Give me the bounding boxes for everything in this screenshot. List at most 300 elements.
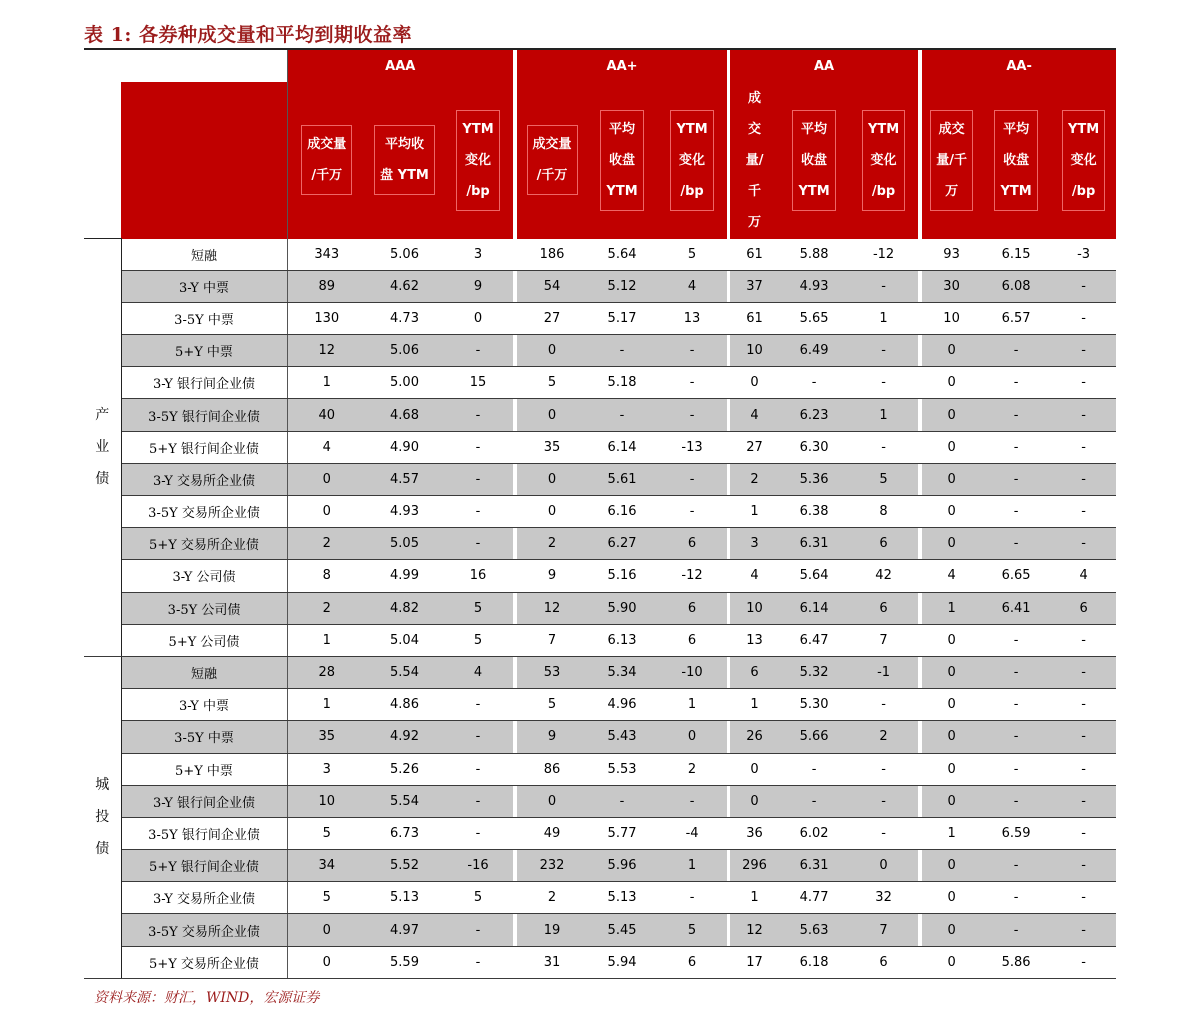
- table-cell: 5.64: [587, 239, 657, 271]
- table-cell: 6: [730, 656, 779, 688]
- table-row: [84, 721, 1116, 753]
- table-cell: 6: [849, 946, 918, 978]
- table-row: [84, 946, 1116, 978]
- table-cell: 6.38: [779, 496, 849, 528]
- table-cell: 0: [922, 335, 981, 367]
- table-cell: 5.86: [981, 946, 1051, 978]
- table-cell: 0: [287, 496, 366, 528]
- table-cell: 5.54: [366, 656, 443, 688]
- table-cell: -: [1051, 463, 1116, 495]
- table-cell: 42: [849, 560, 918, 592]
- table-cell: -: [849, 817, 918, 849]
- table-row: [84, 817, 1116, 849]
- table-cell: -: [981, 850, 1051, 882]
- table-cell: 5.12: [587, 270, 657, 302]
- table-row: [84, 689, 1116, 721]
- table-cell: 10: [287, 785, 366, 817]
- table-cell: 10: [730, 592, 779, 624]
- table-cell: 6.49: [779, 335, 849, 367]
- table-cell: -: [981, 914, 1051, 946]
- table-cell: -: [657, 882, 727, 914]
- table-cell: 1: [922, 592, 981, 624]
- col-header-volume: 成交量 /千万: [517, 82, 587, 239]
- table-cell: 9: [443, 270, 513, 302]
- table-cell: 0: [922, 850, 981, 882]
- table-cell: 6.08: [981, 270, 1051, 302]
- bond-volume-ytm-table: [84, 50, 1116, 979]
- table-cell: 5: [443, 592, 513, 624]
- table-cell: 0: [922, 431, 981, 463]
- table-cell: 4.92: [366, 721, 443, 753]
- table-cell: 5: [517, 689, 587, 721]
- table-cell: 0: [517, 463, 587, 495]
- table-cell: 0: [730, 753, 779, 785]
- table-cell: 0: [517, 399, 587, 431]
- table-cell: 5.06: [366, 239, 443, 271]
- table-row: [84, 335, 1116, 367]
- table-cell: 6.65: [981, 560, 1051, 592]
- table-cell: -13: [657, 431, 727, 463]
- table-cell: -: [849, 431, 918, 463]
- table-cell: 3: [443, 239, 513, 271]
- table-cell: -: [981, 367, 1051, 399]
- table-cell: 6: [849, 592, 918, 624]
- table-cell: 4.97: [366, 914, 443, 946]
- table-cell: 6.73: [366, 817, 443, 849]
- row-label: 5+Y 中票: [121, 335, 287, 367]
- table-cell: 6.23: [779, 399, 849, 431]
- table-cell: 6.59: [981, 817, 1051, 849]
- table-cell: -: [443, 817, 513, 849]
- col-header-ytm: 平均 收盘 YTM: [981, 82, 1051, 239]
- table-row: [84, 656, 1116, 688]
- table-cell: -: [1051, 496, 1116, 528]
- table-cell: 32: [849, 882, 918, 914]
- table-cell: -: [587, 785, 657, 817]
- category-urban-bonds: 城投债: [84, 656, 121, 978]
- table-cell: -: [1051, 528, 1116, 560]
- row-label: 3-Y 银行间企业债: [121, 785, 287, 817]
- table-cell: 9: [517, 560, 587, 592]
- header-label-blank: [121, 82, 287, 239]
- table-cell: 2: [517, 528, 587, 560]
- table-cell: -: [443, 431, 513, 463]
- table-cell: 6: [1051, 592, 1116, 624]
- table-cell: 30: [922, 270, 981, 302]
- table-cell: 5.05: [366, 528, 443, 560]
- table-cell: 37: [730, 270, 779, 302]
- table-cell: 3: [730, 528, 779, 560]
- col-header-ytm: 平均 收盘 YTM: [779, 82, 849, 239]
- table-cell: -: [981, 431, 1051, 463]
- table-cell: 2: [730, 463, 779, 495]
- table-cell: -: [981, 335, 1051, 367]
- table-cell: -: [849, 785, 918, 817]
- table-row: [84, 560, 1116, 592]
- table-cell: 5.32: [779, 656, 849, 688]
- table-cell: 2: [287, 592, 366, 624]
- table-cell: 10: [730, 335, 779, 367]
- table-cell: 5.64: [779, 560, 849, 592]
- table-cell: -: [1051, 721, 1116, 753]
- table-cell: 5.30: [779, 689, 849, 721]
- table-cell: 1: [657, 850, 727, 882]
- table-cell: -: [981, 753, 1051, 785]
- row-label: 3-5Y 中票: [121, 302, 287, 334]
- table-cell: 49: [517, 817, 587, 849]
- table-cell: 0: [287, 946, 366, 978]
- table-cell: -: [1051, 753, 1116, 785]
- table-cell: 5.17: [587, 302, 657, 334]
- table-cell: -12: [849, 239, 918, 271]
- table-cell: 5.36: [779, 463, 849, 495]
- col-header-change: YTM 变化 /bp: [657, 82, 727, 239]
- table-cell: 6.02: [779, 817, 849, 849]
- header-corner-cat: [84, 82, 121, 239]
- table-cell: 5.43: [587, 721, 657, 753]
- table-cell: 17: [730, 946, 779, 978]
- row-label: 5+Y 中票: [121, 753, 287, 785]
- table-row: [84, 592, 1116, 624]
- table-cell: 4: [730, 399, 779, 431]
- table-cell: -: [657, 399, 727, 431]
- table-cell: 6.57: [981, 302, 1051, 334]
- table-cell: 5.77: [587, 817, 657, 849]
- table-cell: -: [1051, 335, 1116, 367]
- table-cell: 5: [287, 882, 366, 914]
- table-cell: 0: [657, 721, 727, 753]
- row-label: 5+Y 银行间企业债: [121, 431, 287, 463]
- table-cell: 186: [517, 239, 587, 271]
- table-row: [84, 367, 1116, 399]
- table-cell: 0: [287, 463, 366, 495]
- table-cell: 4.99: [366, 560, 443, 592]
- table-cell: 35: [517, 431, 587, 463]
- table-cell: 0: [730, 785, 779, 817]
- table-cell: 5.54: [366, 785, 443, 817]
- table-cell: -: [1051, 882, 1116, 914]
- table-cell: -: [657, 785, 727, 817]
- table-cell: 61: [730, 302, 779, 334]
- table-cell: 0: [922, 753, 981, 785]
- table-cell: 4.82: [366, 592, 443, 624]
- table-cell: 5: [443, 624, 513, 656]
- table-cell: 5.90: [587, 592, 657, 624]
- table-cell: 0: [517, 335, 587, 367]
- table-cell: -1: [849, 656, 918, 688]
- table-cell: -: [657, 463, 727, 495]
- table-cell: 36: [730, 817, 779, 849]
- table-cell: 1: [730, 882, 779, 914]
- table-cell: 16: [443, 560, 513, 592]
- table-cell: -: [443, 946, 513, 978]
- table-cell: 6.14: [587, 431, 657, 463]
- table-cell: 0: [922, 946, 981, 978]
- table-cell: 9: [517, 721, 587, 753]
- table-cell: 93: [922, 239, 981, 271]
- table-cell: 89: [287, 270, 366, 302]
- table-row: [84, 882, 1116, 914]
- table-cell: 0: [922, 528, 981, 560]
- table-cell: 5.66: [779, 721, 849, 753]
- table-cell: -: [849, 367, 918, 399]
- table-row: [84, 850, 1116, 882]
- table-cell: 0: [922, 785, 981, 817]
- table-cell: 0: [922, 463, 981, 495]
- row-label: 5+Y 银行间企业债: [121, 850, 287, 882]
- table-cell: 5.06: [366, 335, 443, 367]
- table-cell: 5: [657, 239, 727, 271]
- table-cell: 6.15: [981, 239, 1051, 271]
- table-cell: 0: [517, 785, 587, 817]
- table-cell: -: [981, 656, 1051, 688]
- category-industry-bonds: 产业债: [84, 239, 121, 657]
- table-cell: -: [981, 399, 1051, 431]
- table-cell: -: [981, 721, 1051, 753]
- table-cell: 1: [287, 689, 366, 721]
- table-cell: -: [1051, 431, 1116, 463]
- table-cell: 5.61: [587, 463, 657, 495]
- table-cell: 4.62: [366, 270, 443, 302]
- table-cell: 6.27: [587, 528, 657, 560]
- table-cell: 4.77: [779, 882, 849, 914]
- row-label: 3-Y 公司债: [121, 560, 287, 592]
- table-cell: -: [443, 785, 513, 817]
- table-cell: -: [1051, 624, 1116, 656]
- table-cell: -: [981, 496, 1051, 528]
- table-cell: -: [587, 335, 657, 367]
- table-cell: 0: [922, 689, 981, 721]
- table-cell: 4.96: [587, 689, 657, 721]
- table-cell: -: [657, 335, 727, 367]
- row-label: 5+Y 公司债: [121, 624, 287, 656]
- table-cell: -: [849, 753, 918, 785]
- table-cell: -: [443, 528, 513, 560]
- table-cell: 4: [657, 270, 727, 302]
- table-cell: -: [1051, 302, 1116, 334]
- table-cell: 0: [922, 656, 981, 688]
- table-cell: -12: [657, 560, 727, 592]
- table-cell: -: [443, 689, 513, 721]
- table-cell: 6.16: [587, 496, 657, 528]
- table-row: [84, 302, 1116, 334]
- table-row: [84, 496, 1116, 528]
- table-cell: -: [443, 335, 513, 367]
- header-corner: [84, 50, 287, 82]
- table-cell: -: [981, 528, 1051, 560]
- row-label: 5+Y 交易所企业债: [121, 528, 287, 560]
- table-cell: 6.41: [981, 592, 1051, 624]
- row-label: 3-5Y 银行间企业债: [121, 817, 287, 849]
- table-cell: 1: [287, 367, 366, 399]
- table-cell: -: [849, 270, 918, 302]
- table-cell: 5.13: [587, 882, 657, 914]
- table-cell: 5.63: [779, 914, 849, 946]
- table-cell: 15: [443, 367, 513, 399]
- table-cell: 0: [517, 496, 587, 528]
- row-label: 3-5Y 交易所企业债: [121, 496, 287, 528]
- table-cell: 0: [922, 721, 981, 753]
- table-cell: 0: [922, 914, 981, 946]
- table-cell: -: [1051, 399, 1116, 431]
- row-label: 3-5Y 银行间企业债: [121, 399, 287, 431]
- table-row: [84, 785, 1116, 817]
- table-cell: -: [981, 689, 1051, 721]
- table-cell: 19: [517, 914, 587, 946]
- table-cell: 5: [657, 914, 727, 946]
- table-cell: -: [443, 914, 513, 946]
- col-header-volume: 成交量 /千万: [287, 82, 366, 239]
- source-note: 资料来源：财汇，WIND，宏源证券: [94, 990, 320, 1006]
- table-row: [84, 753, 1116, 785]
- table-cell: -16: [443, 850, 513, 882]
- group-header-aa-minus: AA-: [922, 50, 1116, 82]
- table-cell: 4: [1051, 560, 1116, 592]
- table-cell: 6.30: [779, 431, 849, 463]
- row-label: 3-5Y 公司债: [121, 592, 287, 624]
- table-cell: 28: [287, 656, 366, 688]
- table-cell: 4: [443, 656, 513, 688]
- row-label: 3-Y 交易所企业债: [121, 463, 287, 495]
- table-cell: -: [587, 399, 657, 431]
- table-cell: 6: [849, 528, 918, 560]
- table-cell: 1: [730, 689, 779, 721]
- table-row: [84, 239, 1116, 271]
- table-cell: 6.14: [779, 592, 849, 624]
- table-cell: 5.94: [587, 946, 657, 978]
- table-cell: -: [981, 785, 1051, 817]
- table-cell: -: [981, 463, 1051, 495]
- table-cell: -: [443, 463, 513, 495]
- table-cell: -: [1051, 914, 1116, 946]
- table-cell: -: [657, 367, 727, 399]
- table-cell: -: [1051, 270, 1116, 302]
- table-cell: 86: [517, 753, 587, 785]
- table-cell: 7: [849, 914, 918, 946]
- table-row: [84, 914, 1116, 946]
- table-cell: 5.96: [587, 850, 657, 882]
- table-cell: 5.53: [587, 753, 657, 785]
- table-row: [84, 463, 1116, 495]
- group-header-aaa: AAA: [287, 50, 513, 82]
- table-cell: 5.18: [587, 367, 657, 399]
- table-cell: 1: [922, 817, 981, 849]
- table-cell: 5.88: [779, 239, 849, 271]
- table-cell: 4.86: [366, 689, 443, 721]
- table-cell: -: [1051, 946, 1116, 978]
- table-cell: 2: [657, 753, 727, 785]
- table-cell: 4.93: [366, 496, 443, 528]
- table-cell: 4.68: [366, 399, 443, 431]
- table-cell: 343: [287, 239, 366, 271]
- table-cell: 27: [730, 431, 779, 463]
- row-label: 3-Y 中票: [121, 270, 287, 302]
- table-cell: -: [779, 367, 849, 399]
- table-cell: 6.18: [779, 946, 849, 978]
- table-row: [84, 399, 1116, 431]
- table-cell: -: [443, 753, 513, 785]
- table-cell: 7: [849, 624, 918, 656]
- table-cell: 26: [730, 721, 779, 753]
- table-cell: 130: [287, 302, 366, 334]
- table-cell: -4: [657, 817, 727, 849]
- table-cell: 0: [922, 624, 981, 656]
- table-cell: -: [657, 496, 727, 528]
- table-cell: 4: [287, 431, 366, 463]
- table-cell: 4.93: [779, 270, 849, 302]
- table-cell: 296: [730, 850, 779, 882]
- table-cell: 8: [849, 496, 918, 528]
- table-cell: 0: [922, 882, 981, 914]
- table-cell: 6.13: [587, 624, 657, 656]
- table-cell: 12: [730, 914, 779, 946]
- table-cell: 40: [287, 399, 366, 431]
- table-cell: 6: [657, 592, 727, 624]
- table-row: [84, 431, 1116, 463]
- table-cell: 5.45: [587, 914, 657, 946]
- col-header-change: YTM 变化 /bp: [1051, 82, 1116, 239]
- table-cell: 54: [517, 270, 587, 302]
- table-cell: 6.47: [779, 624, 849, 656]
- table-cell: 4: [922, 560, 981, 592]
- table-cell: 13: [657, 302, 727, 334]
- table-cell: 0: [849, 850, 918, 882]
- group-header-aa: AA: [730, 50, 918, 82]
- table-cell: 12: [287, 335, 366, 367]
- table-cell: 1: [849, 302, 918, 334]
- table-cell: 0: [922, 399, 981, 431]
- table-cell: 35: [287, 721, 366, 753]
- table-cell: -: [1051, 850, 1116, 882]
- table-cell: -: [1051, 689, 1116, 721]
- table-cell: 5.59: [366, 946, 443, 978]
- table-cell: 12: [517, 592, 587, 624]
- table-cell: 6: [657, 624, 727, 656]
- row-label: 3-Y 交易所企业债: [121, 882, 287, 914]
- table-cell: -: [981, 882, 1051, 914]
- table-cell: 0: [443, 302, 513, 334]
- table-cell: 10: [922, 302, 981, 334]
- row-label: 3-5Y 中票: [121, 721, 287, 753]
- table-cell: 4.90: [366, 431, 443, 463]
- table-cell: -: [443, 399, 513, 431]
- group-header-aa-plus: AA+: [517, 50, 727, 82]
- row-label: 3-5Y 交易所企业债: [121, 914, 287, 946]
- table-cell: 2: [517, 882, 587, 914]
- table-title: 表 1: 各券种成交量和平均到期收益率: [84, 24, 412, 46]
- table-cell: 5: [849, 463, 918, 495]
- table-cell: -: [1051, 656, 1116, 688]
- col-header-volume: 成 交 量/ 千 万: [730, 82, 779, 239]
- table-cell: 13: [730, 624, 779, 656]
- table-cell: -: [779, 785, 849, 817]
- row-label: 短融: [121, 656, 287, 688]
- table-cell: -: [849, 689, 918, 721]
- table-cell: -: [849, 335, 918, 367]
- table-cell: 34: [287, 850, 366, 882]
- table-cell: 4: [730, 560, 779, 592]
- table-cell: 232: [517, 850, 587, 882]
- table-cell: 6: [657, 528, 727, 560]
- table-cell: 7: [517, 624, 587, 656]
- table-row: [84, 528, 1116, 560]
- table-cell: 6: [657, 946, 727, 978]
- row-label: 5+Y 交易所企业债: [121, 946, 287, 978]
- table-cell: 5.65: [779, 302, 849, 334]
- table-cell: 5.34: [587, 656, 657, 688]
- table-cell: 1: [849, 399, 918, 431]
- table-cell: -3: [1051, 239, 1116, 271]
